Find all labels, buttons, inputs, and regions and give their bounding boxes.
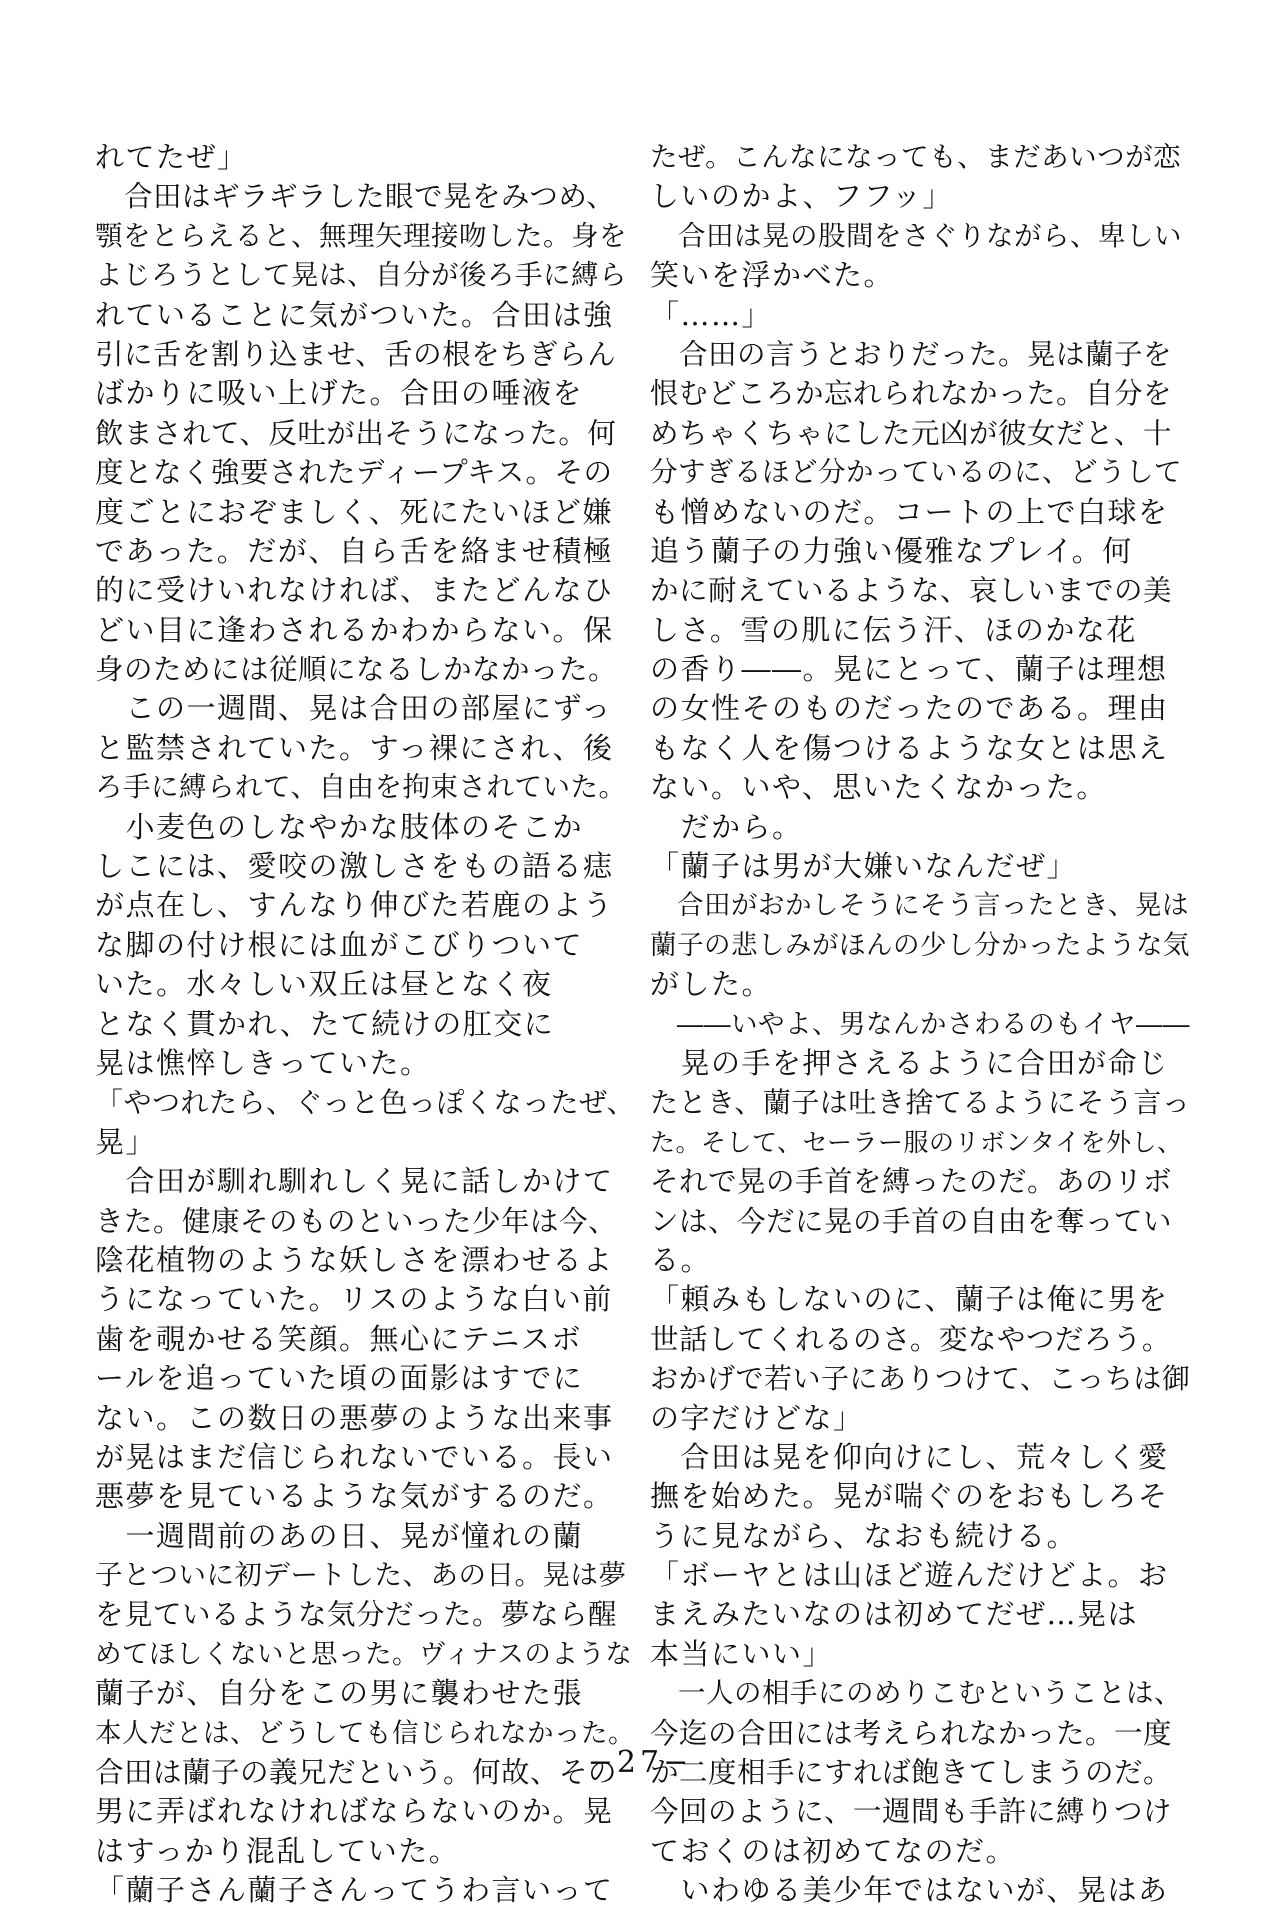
text-line: かに耐えているような、哀しいまでの美 [650, 574, 1173, 608]
text-line: た。そして、セーラー服のリボンタイを外し、 [650, 1127, 1183, 1157]
text-line: 男に弄ばれなければならないのか。晃 [95, 1794, 614, 1829]
text-line: れてたぜ」 [95, 140, 248, 174]
text-line: 世話してくれるのさ。変なやつだろう。 [650, 1322, 1171, 1356]
text-line: ておくのは初めてなのだ。 [650, 1833, 1017, 1868]
text-line: 的に受けいれなければ、またどんなひ [95, 573, 614, 608]
text-line: 一人の相手にのめりこむということは、 [650, 1677, 1182, 1710]
text-line: 度ごとにおぞましく、死にたいほど嫌 [95, 494, 613, 529]
text-line: いた。水々しい双丘は昼となく夜 [95, 967, 553, 1002]
text-line: 飲まされて、反吐が出そうになった。何 [95, 416, 617, 450]
text-line: 晃は憔悴しきっていた。 [95, 1045, 431, 1080]
text-line: 本人だとは、どうしても信じられなかった。 [95, 1717, 635, 1749]
text-line: ンは、今だに晃の手首の自由を奪ってい [650, 1204, 1173, 1238]
text-line: 引に舌を割り込ませ、舌の根をちぎらん [95, 337, 617, 371]
text-line: めちゃくちゃにした元凶が彼女だと、十 [650, 416, 1173, 450]
text-line: ――いやよ、男なんかさわるのもイヤ―― [650, 1008, 1190, 1040]
text-line: 追う蘭子の力強い優雅なプレイ。何 [650, 533, 1133, 568]
text-line: 一週間前のあの日、晃が憧れの蘭 [95, 1518, 584, 1553]
text-line: 撫を始めた。晃が喘ぐのをおもしろそ [650, 1479, 1169, 1514]
text-line: 陰花植物のような妖しさを漂わせるよ [95, 1242, 614, 1277]
text-line: おかげで若い子にありつけて、こっちは御 [650, 1362, 1190, 1396]
text-line: たとき、蘭子は吐き捨てるようにそう言っ [650, 1086, 1190, 1120]
page-number: −27− [587, 1745, 693, 1780]
text-line: 身のためには従順になるしかなかった。 [95, 653, 618, 687]
text-line: 歯を覗かせる笑顔。無心にテニスボ [95, 1321, 582, 1356]
text-line: 小麦色のしなやかな肢体のそこか [95, 809, 584, 844]
right-text-column [650, 138, 1190, 1911]
text-line: を見ているような気分だった。夢なら醒 [95, 1598, 618, 1632]
text-line: 「頼みもしないのに、蘭子は俺に男を [650, 1282, 1169, 1317]
text-line: 「やつれたら、ぐっと色っぽくなったぜ、 [95, 1086, 635, 1120]
text-line: 本当にいい」 [650, 1636, 834, 1671]
text-line: 度となく強要されたディープキス。その [95, 456, 613, 490]
text-line: 今回のように、一週間も手許に縛りつけ [650, 1795, 1173, 1829]
text-line: となく貫かれ、たて続けの肛交に [95, 1006, 555, 1041]
text-line: 子とついに初デートした、あの日。晃は夢 [95, 1559, 627, 1592]
text-line: も憎めないのだ。コートの上で白球を [650, 494, 1169, 529]
text-line: 合田が馴れ馴れしく晃に話しかけて [95, 1164, 614, 1199]
text-line: 悪夢を見ているような気がするのだ。 [95, 1479, 614, 1514]
text-line: たぜ。こんなになっても、まだあいつが恋 [650, 141, 1182, 173]
text-line: 晃」 [95, 1124, 157, 1159]
text-line: 合田の言うとおりだった。晃は蘭子を [650, 337, 1173, 371]
text-line: ールを追っていた頃の面影はすでに [95, 1361, 584, 1396]
left-text-column [95, 138, 635, 1911]
text-line: ばかりに吸い上げた。合田の唾液を [95, 376, 584, 411]
text-line: この一週間、晃は合田の部屋にずっ [95, 691, 612, 726]
text-line: 合田はギラギラした眼で晃をみつめ、 [95, 180, 616, 214]
text-line: ない。この数日の悪夢のような出来事 [95, 1400, 614, 1435]
text-line: の字だけどな」 [650, 1400, 864, 1435]
text-line: どい目に逢わされるかわからない。保 [95, 612, 614, 647]
text-line: もなく人を傷つけるような女とは思え [650, 730, 1169, 765]
text-line: か二度相手にすれば飽きてしまうのだ。 [650, 1756, 1173, 1790]
text-line: 蘭子の悲しみがほんの少し分かったような気 [650, 929, 1190, 961]
text-line: ない。いや、思いたくなかった。 [650, 770, 1107, 805]
text-line: 「ボーヤとは山ほど遊んだけどよ。お [650, 1558, 1169, 1593]
text-line: 「……」 [650, 297, 773, 332]
text-line: であった。だが、自ら舌を絡ませ積極 [95, 533, 614, 568]
text-line: まえみたいなのは初めてだぜ…晃は [650, 1597, 1139, 1632]
text-line: はすっかり混乱していた。 [95, 1833, 460, 1868]
text-line: 「蘭子は男が大嫌いなんだぜ」 [650, 849, 1078, 884]
text-line: だから。 [650, 809, 803, 844]
text-line: それで晃の手首を縛ったのだ。あのリボ [650, 1165, 1173, 1199]
text-line: めてほしくないと思った。ヴィナスのような [95, 1638, 633, 1670]
text-line: しいのかよ、フフッ」 [650, 179, 953, 214]
text-line: 合田は晃を仰向けにし、荒々しく愛 [650, 1439, 1169, 1474]
text-line: がした。 [650, 967, 773, 1002]
text-line: 合田は蘭子の義兄だという。何故、その [95, 1756, 618, 1790]
text-line: 分すぎるほど分かっているのに、どうして [650, 456, 1182, 489]
text-line: な脚の付け根には血がこびりついて [95, 927, 584, 962]
text-line: の女性そのものだったのである。理由 [650, 691, 1169, 726]
text-line: 合田は晃の股間をさぐりながら、卑しい [650, 219, 1182, 252]
text-line: れていることに気がついた。合田は強 [95, 297, 614, 332]
text-line: 恨むどころか忘れられなかった。自分を [650, 377, 1173, 411]
text-line: が晃はまだ信じられないでいる。長い [95, 1439, 614, 1474]
text-line: 笑いを浮かべた。 [650, 258, 895, 293]
text-line: ろ手に縛られて、自由を拘束されていた。 [95, 771, 627, 804]
text-line: よじろうとして晃は、自分が後ろ手に縛ら [95, 259, 627, 292]
text-line: きた。健康そのものといった少年は今、 [95, 1204, 618, 1238]
text-line: 今迄の合田には考えられなかった。一度 [650, 1716, 1173, 1750]
text-line: と監禁されていた。すっ裸にされ、後 [95, 730, 614, 765]
text-line: 顎をとらえると、無理矢理接吻した。身を [95, 219, 627, 252]
text-line: 晃の手を押さえるように合田が命じ [650, 1045, 1169, 1080]
text-line: 「蘭子さん蘭子さんってうわ言いって [95, 1873, 614, 1908]
text-line: しさ。雪の肌に伝う汗、ほのかな花 [650, 612, 1137, 647]
text-line: うに見ながら、なおも続ける。 [650, 1518, 1078, 1553]
text-line: が点在し、すんなり伸びた若鹿のよう [95, 888, 614, 923]
text-line: うになっていた。リスのような白い前 [95, 1282, 613, 1317]
text-line: の香り――。晃にとって、蘭子は理想 [650, 652, 1168, 687]
text-line: 蘭子が、自分をこの男に襲わせた張 [95, 1676, 584, 1711]
text-line: いわゆる美少年ではないが、晃はあ [650, 1873, 1169, 1908]
text-line: しこには、愛咬の激しさをもの語る痣 [95, 849, 614, 884]
text-line: る。 [650, 1242, 712, 1277]
text-line: 合田がおかしそうにそう言ったとき、晃は [650, 890, 1189, 922]
